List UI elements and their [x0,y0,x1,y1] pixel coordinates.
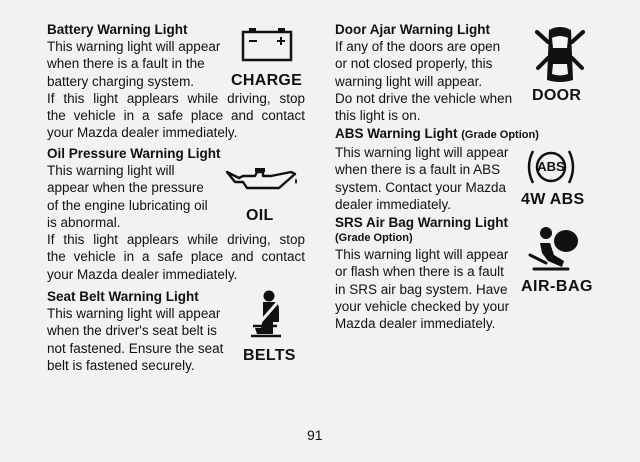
belt-title: Seat Belt Warning Light [47,289,199,304]
abs-icon [523,145,579,189]
oil-text-line: your Mazda dealer immediately. [47,266,238,282]
door-text-line: or not closed properly, this [335,56,493,72]
oil-text-line: the vehicle in a safe place and contact [47,249,305,265]
oil-can-icon [225,164,301,196]
door-section [335,21,597,125]
door-label: DOOR [532,87,582,104]
belt-text-line: when the driver's seat belt is [47,323,217,339]
left-column [47,21,305,378]
oil-text-line: is abnormal. [47,214,121,230]
battery-text-line: battery charging system. [47,73,195,89]
abs-text-line: system. Contact your Mazda [335,179,507,195]
page-number: 91 [307,427,323,443]
door-text-line: this light is on. [335,108,421,124]
right-column [335,21,597,344]
airbag-section [335,214,597,344]
abs-icon-text: ABS [537,159,565,174]
airbag-text-line: your vehicle checked by your [335,298,510,314]
abs-text-line: This warning light will appear [335,145,509,160]
abs-text-line: dealer immediately. [335,196,452,212]
belt-text-line: belt is fastened securely. [47,357,195,373]
door-text-line: warning light will appear. [335,73,483,89]
charge-label: CHARGE [231,72,303,89]
battery-icon [241,27,293,63]
oil-text-line: If this light applears while driving, stop [47,232,305,248]
air-bag-label: AIR-BAG [521,278,593,295]
oil-text-line: of the engine lubricating oil [47,197,208,213]
battery-text-line: This warning light will appear [47,39,221,54]
battery-text-line: your Mazda dealer immediately. [47,125,238,141]
oil-label: OIL [246,207,274,224]
seat-belt-icon [247,290,285,340]
battery-text-line: when there is a fault in the [47,56,205,72]
oil-text-line: appear when the pressure [47,180,204,196]
airbag-text-line: Mazda dealer immediately. [335,316,496,332]
airbag-text-line: This warning light will appear [335,247,509,262]
abs-grade-note: (Grade Option) [461,129,539,141]
4w-abs-label: 4W ABS [521,191,585,208]
belt-section [47,288,305,378]
airbag-text-line: or flash when there is a fault [335,264,504,280]
car-door-open-icon [535,24,585,86]
oil-text-line: This warning light will [47,163,175,178]
door-title: Door Ajar Warning Light [335,22,490,37]
oil-section [47,145,305,288]
battery-section [47,21,305,145]
battery-text-line: the vehicle in a safe place and contact [47,108,305,124]
airbag-text-line: in SRS air bag system. Have [335,281,508,297]
airbag-grade-note: (Grade Option) [335,232,413,244]
abs-title-text: ABS Warning Light [335,126,458,141]
belt-text-line: This warning light will appear [47,306,221,321]
airbag-title: SRS Air Bag Warning Light [335,215,508,230]
door-text-line: If any of the doors are open [335,39,501,54]
airbag-icon [528,225,584,275]
battery-text-line: If this light applears while driving, stop [47,90,305,106]
abs-title [335,125,597,144]
battery-title: Battery Warning Light [47,22,188,37]
door-text-line: Do not drive the vehicle when [335,90,513,106]
abs-section [335,125,597,214]
oil-title: Oil Pressure Warning Light [47,146,221,161]
belts-label: BELTS [243,347,296,364]
abs-text-line: when there is a fault in ABS [335,162,501,178]
belt-text-line: not fastened. Ensure the seat [47,340,224,356]
